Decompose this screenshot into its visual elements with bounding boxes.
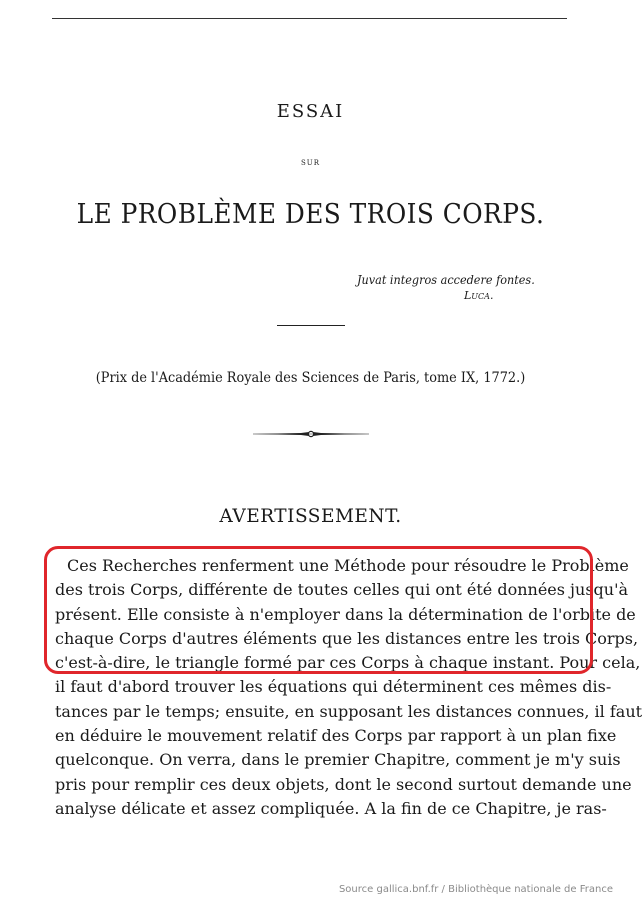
paragraph-line: des trois Corps, différente de toutes celles qui ont été données jusqu'à bbox=[55, 580, 629, 600]
paragraph-line: pris pour remplir ces deux objets, dont le second surtout demande une bbox=[55, 774, 632, 794]
paragraph-line: en déduire le mouvement relatif des Corps par rapport à un plan fixe bbox=[55, 726, 617, 746]
essai-heading: ESSAI bbox=[276, 101, 345, 122]
top-rule bbox=[52, 18, 567, 19]
paragraph-line: quelconque. On verra, dans le premier Chapitre, comment je m'y suis bbox=[55, 750, 621, 770]
paragraph-line: analyse délicate et assez compliquée. A la fin de ce Chapitre, je ras- bbox=[55, 798, 607, 818]
prize-note: (Prix de l'Académie Royale des Sciences de Paris, tome IX, 1772.) bbox=[95, 370, 526, 386]
section-heading: AVERTISSEMENT. bbox=[219, 506, 402, 527]
paragraph-line: tances par le temps; ensuite, en supposant les distances connues, il faut bbox=[55, 701, 642, 721]
paragraph-line: c'est-à-dire, le triangle formé par ces Corps à chaque instant. Pour cela, bbox=[55, 653, 641, 673]
paragraph-line: Ces Recherches renferment une Méthode pour résoudre le Problème bbox=[67, 556, 629, 575]
paragraph-line: il faut d'abord trouver les équations qui déterminent ces mêmes dis- bbox=[55, 677, 612, 697]
ornament-divider-icon bbox=[253, 428, 369, 440]
epigraph-motto: Juvat integros accedere fontes. bbox=[357, 272, 535, 287]
source-credit: Source gallica.bnf.fr / Bibliothèque nationale de France bbox=[338, 884, 613, 895]
page-title: LE PROBLÈME DES TROIS CORPS. bbox=[76, 199, 545, 230]
epigraph-author: Luca. bbox=[464, 289, 494, 302]
paragraph-line: chaque Corps d'autres éléments que les distances entre les trois Corps, bbox=[55, 628, 639, 648]
paragraph-line: présent. Elle consiste à n'employer dans la détermination de l'orbite de bbox=[55, 604, 636, 624]
short-rule bbox=[277, 325, 345, 326]
sur-word: SUR bbox=[301, 159, 320, 167]
highlight-box bbox=[44, 546, 641, 674]
